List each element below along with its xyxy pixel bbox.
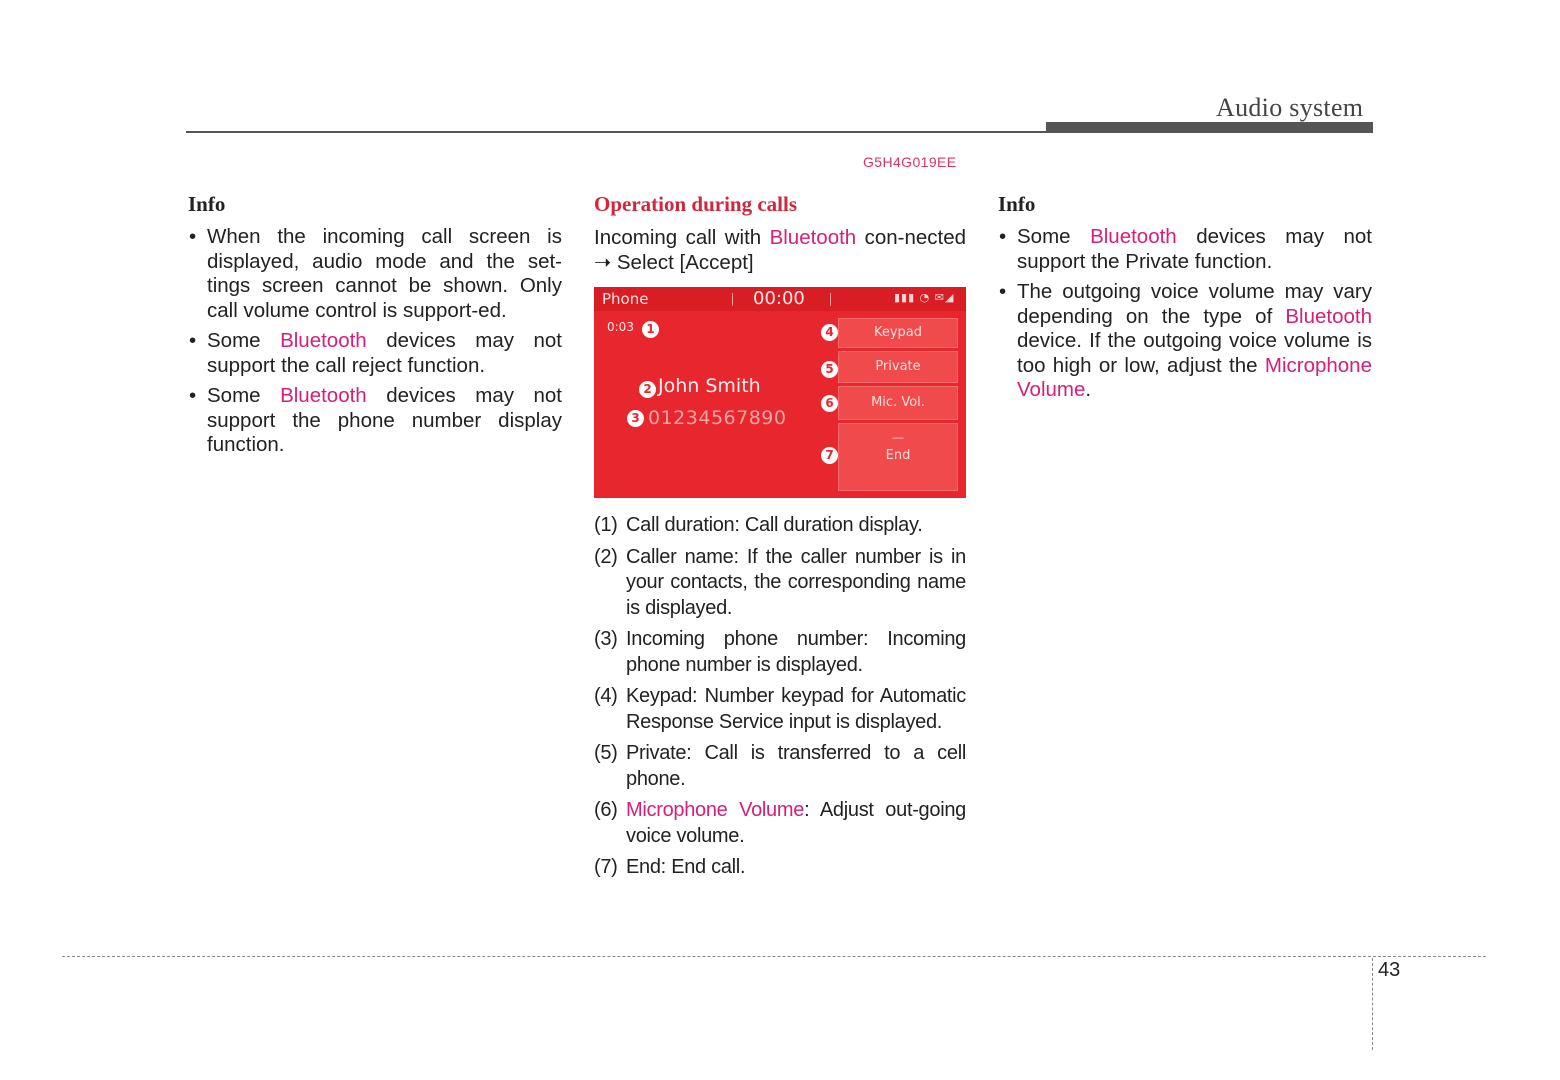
footer-rule xyxy=(62,956,1486,957)
list-item: • Some Bluetooth devices may not support the phone number display function. xyxy=(188,384,562,458)
list-item: • The outgoing voice volume may vary depending on the type of Bluetooth device. If the outgoing voice volume is too high or low, adjust the Microphone Volume. xyxy=(998,280,1372,403)
operation-column xyxy=(594,192,966,275)
private-button[interactable]: Private xyxy=(838,351,958,383)
status-divider xyxy=(732,293,733,306)
microphone-volume-term: Microphone Volume xyxy=(1017,353,1372,401)
list-item: (3) Incoming phone number: Incoming phone number is displayed. xyxy=(594,628,966,676)
screen-title: Phone xyxy=(602,290,649,308)
list-item: • Some Bluetooth devices may not support the Private function. xyxy=(998,225,1372,274)
list-item: (7) End: End call. xyxy=(594,856,746,878)
microphone-volume-term: Microphone Volume xyxy=(626,799,805,821)
list-item: (2) Caller name: If the caller number is in your contacts, the corresponding name is displayed. xyxy=(594,545,966,619)
marker-2: 2 xyxy=(639,381,656,398)
list-item: (6) Microphone Volume: Adjust out-going voice volume. xyxy=(594,799,966,847)
signal-battery-icon: ▮▮▮ ◔ ✉◢ xyxy=(894,291,955,304)
right-info-column xyxy=(998,192,1372,409)
caller-name: John Smith xyxy=(658,375,761,397)
list-item: (5) Private: Call is transferred to a cell phone. xyxy=(594,742,966,790)
keypad-button[interactable]: Keypad xyxy=(838,318,958,348)
footer-divider xyxy=(1372,958,1373,1050)
end-call-button[interactable] xyxy=(838,423,958,491)
marker-1: 1 xyxy=(642,321,659,338)
right-info-heading: Info xyxy=(998,192,1036,216)
page-number: 43 xyxy=(1378,959,1401,981)
marker-6: 6 xyxy=(821,395,838,412)
left-info-heading: Info xyxy=(188,192,226,216)
operation-intro: Incoming call with Bluetooth con-nected ➝ Select [Accept] xyxy=(594,226,967,274)
call-duration: 0:03 xyxy=(607,320,634,334)
marker-3: 3 xyxy=(627,410,644,427)
end-call-icon: ― xyxy=(892,431,904,444)
left-info-list xyxy=(188,225,562,458)
list-item: (4) Keypad: Number keypad for Automatic Response Service input is displayed. xyxy=(594,685,966,733)
item-descriptions xyxy=(594,513,966,887)
marker-7: 7 xyxy=(821,447,838,464)
list-item: (1) Call duration: Call duration display. xyxy=(594,514,923,536)
bluetooth-term: Bluetooth xyxy=(280,384,367,407)
section-title: Audio system xyxy=(1216,93,1364,122)
right-info-list xyxy=(998,225,1372,403)
end-call-label: End xyxy=(885,448,911,463)
status-divider xyxy=(830,293,831,306)
bluetooth-term: Bluetooth xyxy=(1285,304,1372,328)
bluetooth-term: Bluetooth xyxy=(769,226,857,249)
screen-clock: 00:00 xyxy=(753,288,805,309)
operation-heading: Operation during calls xyxy=(594,192,798,216)
mic-vol-button[interactable]: Mic. Vol. xyxy=(838,386,958,420)
caller-number: 01234567890 xyxy=(648,407,787,429)
list-item: • When the incoming call screen is displayed, audio mode and the set-tings screen cannot be shown. Only call volume control is support-ed. xyxy=(188,225,562,323)
bluetooth-term: Bluetooth xyxy=(1090,225,1177,248)
list-item: • Some Bluetooth devices may not support the call reject function. xyxy=(188,329,562,378)
item-list xyxy=(594,513,966,881)
bluetooth-term: Bluetooth xyxy=(280,329,367,352)
marker-4: 4 xyxy=(821,324,838,341)
figure-code: G5H4G019EE xyxy=(863,154,957,170)
phone-call-screen xyxy=(594,287,966,498)
header-rule-accent xyxy=(1046,122,1373,133)
marker-5: 5 xyxy=(821,361,838,378)
left-info-column xyxy=(188,192,562,464)
